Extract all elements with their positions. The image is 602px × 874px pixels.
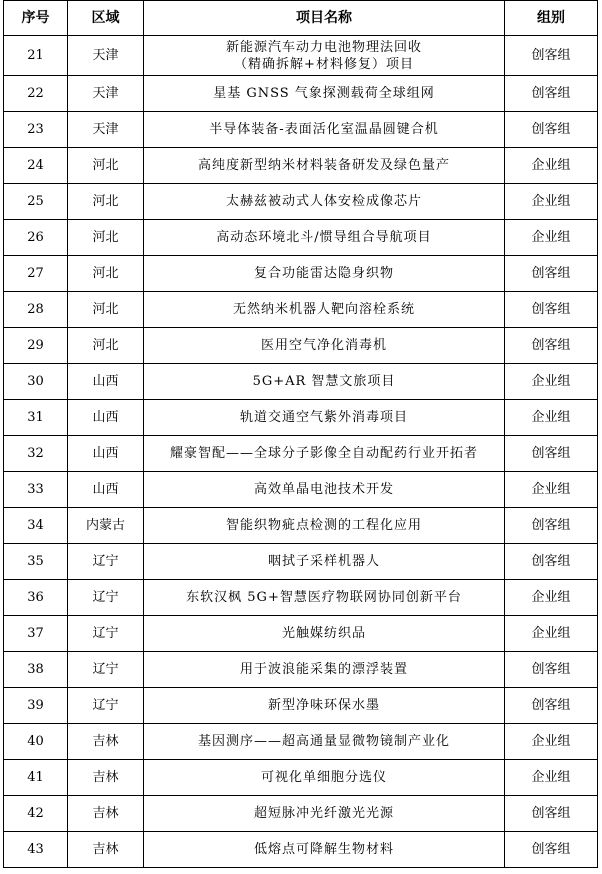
row-group: 企业组: [505, 580, 598, 616]
table-row: [4, 760, 598, 796]
row-group: 创客组: [505, 112, 598, 148]
row-num: 37: [4, 616, 68, 652]
row-num: 24: [4, 148, 68, 184]
row-region: 河北: [68, 292, 144, 328]
row-group: 创客组: [505, 796, 598, 832]
row-name: 5G+AR 智慧文旅项目: [144, 364, 505, 400]
row-num: 36: [4, 580, 68, 616]
row-name: 智能织物疵点检测的工程化应用: [144, 508, 505, 544]
row-name: 高效单晶电池技术开发: [144, 472, 505, 508]
row-group: 创客组: [505, 256, 598, 292]
row-name: 光触媒纺织品: [144, 616, 505, 652]
row-group: 创客组: [505, 832, 598, 868]
row-name: 高纯度新型纳米材料装备研发及绿色量产: [144, 148, 505, 184]
row-region: 天津: [68, 112, 144, 148]
row-region: 吉林: [68, 760, 144, 796]
header-group: 组别: [505, 1, 598, 36]
row-name: 复合功能雷达隐身织物: [144, 256, 505, 292]
row-name: 星基 GNSS 气象探测载荷全球组网: [144, 76, 505, 112]
row-region: 辽宁: [68, 688, 144, 724]
row-name: 轨道交通空气紫外消毒项目: [144, 400, 505, 436]
row-group: 创客组: [505, 328, 598, 364]
row-region: 辽宁: [68, 616, 144, 652]
row-name: 新型净味环保水墨: [144, 688, 505, 724]
row-region: 河北: [68, 184, 144, 220]
row-group: 企业组: [505, 400, 598, 436]
table-row: [4, 364, 598, 400]
table-row: [4, 292, 598, 328]
row-name: 超短脉冲光纤激光光源: [144, 796, 505, 832]
row-group: 企业组: [505, 364, 598, 400]
row-region: 河北: [68, 328, 144, 364]
row-group: 企业组: [505, 148, 598, 184]
table-row: [4, 112, 598, 148]
row-group: 企业组: [505, 184, 598, 220]
header-row: [4, 1, 598, 36]
row-num: 43: [4, 832, 68, 868]
row-name: 基因测序——超高通量显微物镜制产业化: [144, 724, 505, 760]
table-row: [4, 472, 598, 508]
row-group: 创客组: [505, 436, 598, 472]
row-num: 40: [4, 724, 68, 760]
table-body: [4, 36, 598, 868]
row-name: 东软汉枫 5G+智慧医疗物联网协同创新平台: [144, 580, 505, 616]
row-num: 41: [4, 760, 68, 796]
row-group: 创客组: [505, 508, 598, 544]
row-num: 35: [4, 544, 68, 580]
row-num: 27: [4, 256, 68, 292]
row-num: 26: [4, 220, 68, 256]
row-region: 辽宁: [68, 544, 144, 580]
row-num: 22: [4, 76, 68, 112]
row-group: 创客组: [505, 292, 598, 328]
row-group: 创客组: [505, 652, 598, 688]
row-region: 河北: [68, 220, 144, 256]
row-name: 新能源汽车动力电池物理法回收 （精确拆解+材料修复）项目: [144, 36, 505, 76]
row-name: 咽拭子采样机器人: [144, 544, 505, 580]
table-row: [4, 184, 598, 220]
table-row: [4, 508, 598, 544]
row-group: 企业组: [505, 724, 598, 760]
row-region: 天津: [68, 76, 144, 112]
row-group: 企业组: [505, 220, 598, 256]
row-num: 42: [4, 796, 68, 832]
table-row: [4, 796, 598, 832]
row-region: 辽宁: [68, 652, 144, 688]
row-group: 创客组: [505, 36, 598, 76]
row-region: 天津: [68, 36, 144, 76]
table-row: [4, 36, 598, 76]
table-row: [4, 580, 598, 616]
row-group: 企业组: [505, 760, 598, 796]
row-group: 创客组: [505, 688, 598, 724]
row-num: 32: [4, 436, 68, 472]
header-name: 项目名称: [144, 1, 505, 36]
table-row: [4, 148, 598, 184]
row-num: 25: [4, 184, 68, 220]
table-row: [4, 544, 598, 580]
row-num: 38: [4, 652, 68, 688]
table-row: [4, 436, 598, 472]
table-row: [4, 688, 598, 724]
table-row: [4, 724, 598, 760]
header-region: 区域: [68, 1, 144, 36]
row-num: 23: [4, 112, 68, 148]
table-row: [4, 76, 598, 112]
row-name: 高动态环境北斗/惯导组合导航项目: [144, 220, 505, 256]
table-row: [4, 328, 598, 364]
table-row: [4, 256, 598, 292]
row-region: 山西: [68, 364, 144, 400]
row-num: 39: [4, 688, 68, 724]
header-num: 序号: [4, 1, 68, 36]
row-num: 28: [4, 292, 68, 328]
row-group: 创客组: [505, 76, 598, 112]
row-region: 内蒙古: [68, 508, 144, 544]
row-region: 河北: [68, 256, 144, 292]
row-name: 医用空气净化消毒机: [144, 328, 505, 364]
table-row: [4, 220, 598, 256]
row-region: 山西: [68, 400, 144, 436]
row-name: 无然纳米机器人靶向溶栓系统: [144, 292, 505, 328]
row-region: 河北: [68, 148, 144, 184]
row-name: 用于波浪能采集的漂浮装置: [144, 652, 505, 688]
project-table: [3, 0, 598, 868]
row-region: 吉林: [68, 724, 144, 760]
row-group: 创客组: [505, 544, 598, 580]
table-row: [4, 652, 598, 688]
row-region: 吉林: [68, 832, 144, 868]
row-name: 可视化单细胞分选仪: [144, 760, 505, 796]
row-num: 29: [4, 328, 68, 364]
row-region: 辽宁: [68, 580, 144, 616]
table-row: [4, 400, 598, 436]
row-num: 33: [4, 472, 68, 508]
row-name: 耀豪智配——全球分子影像全自动配药行业开拓者: [144, 436, 505, 472]
row-num: 34: [4, 508, 68, 544]
row-region: 山西: [68, 472, 144, 508]
row-num: 31: [4, 400, 68, 436]
table-row: [4, 616, 598, 652]
row-num: 30: [4, 364, 68, 400]
row-group: 企业组: [505, 472, 598, 508]
row-num: 21: [4, 36, 68, 76]
row-group: 企业组: [505, 616, 598, 652]
row-name: 低熔点可降解生物材料: [144, 832, 505, 868]
row-name: 太赫兹被动式人体安检成像芯片: [144, 184, 505, 220]
row-name: 半导体装备-表面活化室温晶圆键合机: [144, 112, 505, 148]
row-region: 山西: [68, 436, 144, 472]
table-row: [4, 832, 598, 868]
row-region: 吉林: [68, 796, 144, 832]
